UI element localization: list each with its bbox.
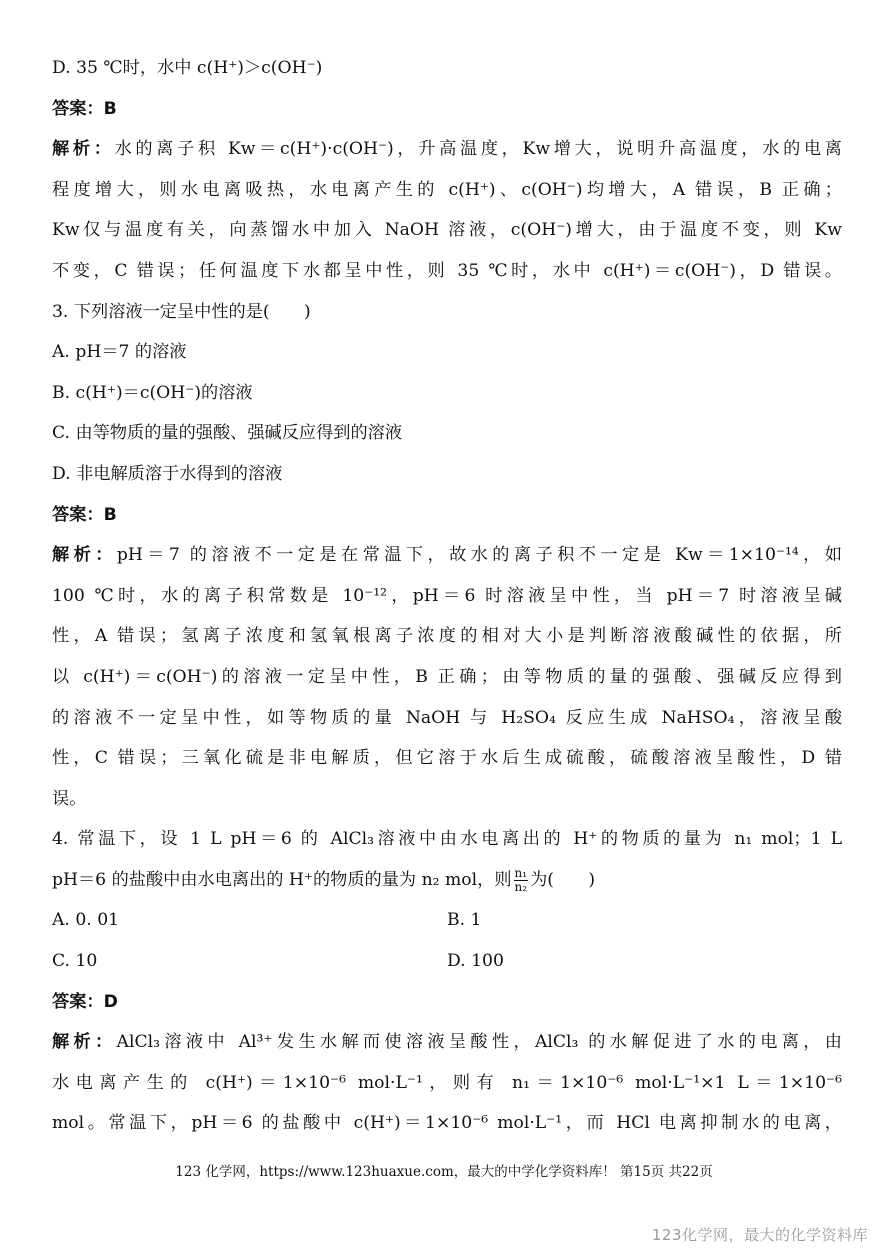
q4-stem-line-2: pH＝6 的盐酸中由水电离出的 H⁺的物质的量为 n₂ mol，则 $\frac{\text{n₁}}{\text{n₂}}$ 为( ) — [52, 865, 596, 894]
page-footer: 123 化学网，https://www.123huaxue.com，最大的中学化学资料库！ 第15页 共22页 — [175, 1164, 713, 1180]
q3-explanation-line-6: 性，C 错误；三氧化硫是非电解质，但它溶于水后生成硫酸，硫酸溶液呈酸性，D 错 — [52, 748, 842, 769]
q2-explanation-line-4: 不变，C 错误；任何温度下水都呈中性，则 35 ℃时，水中 c(H⁺)＝c(OH⁻)，D 错误。 — [52, 260, 842, 281]
q2-answer — [52, 89, 842, 130]
q3-explanation-line-5: 的溶液不一定呈中性，如等物质的量 NaOH 与 H₂SO₄ 反应生成 NaHSO₄，溶液呈酸 — [52, 707, 842, 728]
answer-value: D — [103, 991, 118, 1012]
q2-option-d: D. 35 ℃时，水中 c(H⁺)＞c(OH⁻) — [52, 58, 323, 78]
q4-option-b: B. 1 — [447, 910, 482, 931]
q4-options-row-2 — [52, 941, 842, 982]
fraction-numerator: n₁ — [514, 865, 528, 880]
answer-value: B — [103, 98, 117, 119]
q3-explanation-line-7: 误。 — [52, 788, 87, 809]
q4-stem-line-1: 4. 常温下，设 1 L pH＝6 的 AlCl₃溶液中由水电离出的 H⁺的物质的量为 n₁ mol；1 L — [52, 829, 842, 850]
q4-options-row-1 — [52, 900, 842, 941]
document-page — [52, 48, 842, 1144]
answer-label: 答案： — [52, 98, 104, 119]
explanation-label: 解析： — [52, 545, 117, 566]
fraction-denominator: n₂ — [514, 879, 528, 894]
q4-explanation-line-2: 水电离产生的 c(H⁺)＝1×10⁻⁶ mol·L⁻¹，则有 n₁＝1×10⁻⁶ mol·L⁻¹×1 L＝1×10⁻⁶ — [52, 1072, 842, 1093]
q3-stem: 3. 下列溶液一定呈中性的是( ) — [52, 301, 311, 322]
answer-label: 答案： — [52, 504, 104, 525]
q4-option-c: C. 10 — [52, 951, 98, 972]
q4-explanation-line-3: mol。常温下，pH＝6 的盐酸中 c(H⁺)＝1×10⁻⁶ mol·L⁻¹，而 HCl 电离抑制水的电离， — [52, 1113, 842, 1134]
answer-value: B — [103, 504, 117, 525]
q4-option-d: D. 100 — [447, 951, 504, 972]
q3-explanation-line-4: 以 c(H⁺)＝c(OH⁻)的溶液一定呈中性，B 正确；由等物质的量的强酸、强碱反应得到 — [52, 666, 842, 687]
q2-explanation-line-1: 解析：水的离子积 Kw＝c(H⁺)·c(OH⁻)，升高温度，Kw增大，说明升高温度，水的电离 — [52, 139, 842, 160]
q3-option-c: C. 由等物质的量的强酸、强碱反应得到的溶液 — [52, 423, 403, 444]
watermark: 123化学网，最大的化学资料库 — [651, 1226, 868, 1244]
q2-explanation-line-2: 程度增大，则水电离吸热，水电离产生的 c(H⁺)、c(OH⁻)均增大，A 错误，B 正确； — [52, 179, 842, 200]
q3-option-a: A. pH＝7 的溶液 — [52, 342, 187, 363]
q3-explanation-line-2: 100 ℃时，水的离子积常数是 10⁻¹²，pH＝6 时溶液呈中性，当 pH＝7 时溶液呈碱 — [52, 585, 842, 606]
q3-option-d: D. 非电解质溶于水得到的溶液 — [52, 463, 283, 484]
answer-label: 答案： — [52, 991, 104, 1012]
q2-explanation-line-3: Kw仅与温度有关，向蒸馏水中加入 NaOH 溶液，c(OH⁻)增大，由于温度不变，则 Kw — [52, 220, 842, 241]
q3-answer — [52, 495, 842, 536]
q3-option-b: B. c(H⁺)＝c(OH⁻)的溶液 — [52, 382, 253, 403]
explanation-label: 解析： — [52, 139, 115, 160]
q4-explanation-line-1: 解析：AlCl₃溶液中 Al³⁺发生水解而使溶液呈酸性，AlCl₃ 的水解促进了水的电离，由 — [52, 1032, 842, 1053]
ratio-fraction — [514, 867, 529, 894]
q3-explanation-line-1: 解析：pH＝7 的溶液不一定是在常温下，故水的离子积不一定是 Kw＝1×10⁻¹⁴，如 — [52, 545, 842, 566]
explanation-label: 解析： — [52, 1032, 117, 1053]
q4-answer — [52, 982, 842, 1023]
q4-option-a: A. 0. 01 — [52, 910, 120, 931]
q3-explanation-line-3: 性，A 错误；氢离子浓度和氢氧根离子浓度的相对大小是判断溶液酸碱性的依据，所 — [52, 626, 842, 647]
